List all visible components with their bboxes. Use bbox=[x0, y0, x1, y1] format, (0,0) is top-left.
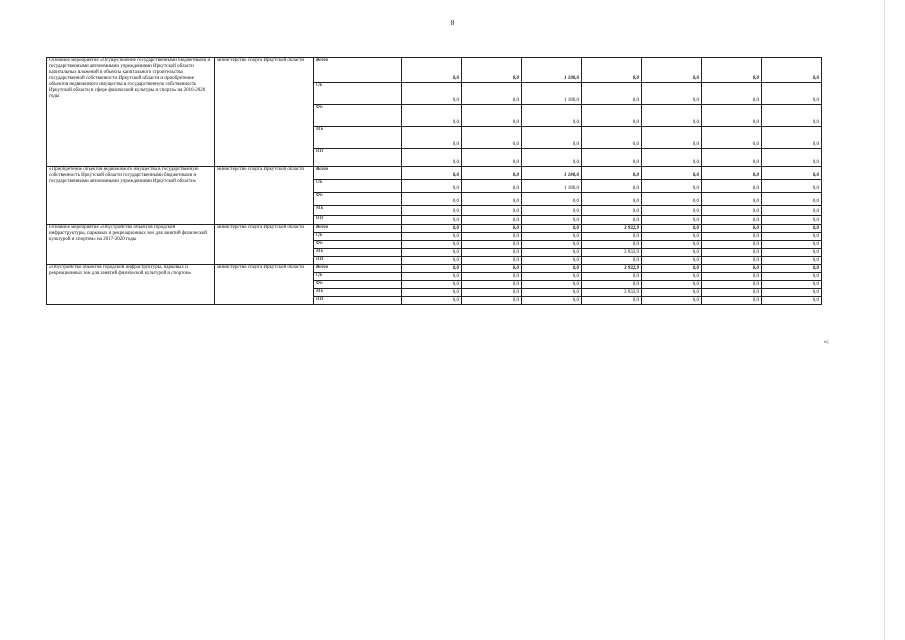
amount-cell: 0,0 bbox=[642, 167, 702, 180]
amount-cell: 0,0 bbox=[522, 105, 582, 127]
amount-cell: 0,0 bbox=[462, 281, 522, 289]
funding-source-label: Всего bbox=[314, 265, 402, 273]
amount-cell: 0,0 bbox=[702, 167, 762, 180]
amount-cell: 0,0 bbox=[522, 273, 582, 281]
amount-cell: 0,0 bbox=[642, 297, 702, 305]
amount-cell: 0,0 bbox=[762, 105, 822, 127]
amount-cell: 0,0 bbox=[582, 216, 642, 225]
amount-cell: 0,0 bbox=[762, 127, 822, 149]
amount-cell: 0,0 bbox=[582, 127, 642, 149]
amount-cell: 0,0 bbox=[762, 225, 822, 233]
amount-cell: 0,0 bbox=[462, 297, 522, 305]
amount-cell: 0,0 bbox=[402, 83, 462, 105]
amount-cell: 0,0 bbox=[762, 297, 822, 305]
amount-cell: 0,0 bbox=[522, 193, 582, 206]
amount-cell: 0,0 bbox=[522, 257, 582, 265]
amount-cell: 0,0 bbox=[702, 206, 762, 216]
amount-cell: 0,0 bbox=[462, 216, 522, 225]
funding-source-label: Всего bbox=[314, 58, 402, 83]
responsible-executor: министерство спорта Иркутской области bbox=[215, 167, 314, 225]
amount-cell: 0,0 bbox=[522, 127, 582, 149]
amount-cell: 0,0 bbox=[762, 289, 822, 297]
funding-source-label: Всего bbox=[314, 225, 402, 233]
amount-cell: 0,0 bbox=[462, 180, 522, 193]
scan-edge-line bbox=[884, 0, 885, 640]
amount-cell: 0,0 bbox=[582, 273, 642, 281]
amount-cell: 0,0 bbox=[402, 273, 462, 281]
amount-cell: 0,0 bbox=[762, 193, 822, 206]
responsible-executor: министерство спорта Иркутской области bbox=[215, 58, 314, 167]
amount-cell: 0,0 bbox=[762, 206, 822, 216]
amount-cell: 3 932,9 bbox=[582, 265, 642, 273]
amount-cell: 0,0 bbox=[762, 216, 822, 225]
amount-cell: 0,0 bbox=[762, 265, 822, 273]
amount-cell: 0,0 bbox=[522, 225, 582, 233]
table-row bbox=[47, 58, 822, 83]
table-row bbox=[47, 167, 822, 180]
amount-cell: 0,0 bbox=[462, 206, 522, 216]
measure-description: «Приобретение объектов недвижимого имущества в государственную собственность Иркутской области государственными бюджетными и государственными автономными учреждениями Иркутской области» bbox=[47, 167, 215, 225]
amount-cell: 0,0 bbox=[702, 257, 762, 265]
amount-cell: 0,0 bbox=[522, 289, 582, 297]
amount-cell: 0,0 bbox=[462, 105, 522, 127]
amount-cell: 0,0 bbox=[642, 83, 702, 105]
amount-cell: 0,0 bbox=[642, 193, 702, 206]
amount-cell: 0,0 bbox=[522, 233, 582, 241]
amount-cell: 0,0 bbox=[762, 180, 822, 193]
amount-cell: 0,0 bbox=[702, 149, 762, 167]
amount-cell: 0,0 bbox=[462, 273, 522, 281]
amount-cell: 0,0 bbox=[402, 167, 462, 180]
amount-cell: 0,0 bbox=[642, 233, 702, 241]
amount-cell: 0,0 bbox=[762, 58, 822, 83]
funding-source-label: ФБ bbox=[314, 105, 402, 127]
amount-cell: 0,0 bbox=[582, 206, 642, 216]
amount-cell: 0,0 bbox=[642, 105, 702, 127]
amount-cell: 0,0 bbox=[402, 289, 462, 297]
amount-cell: 0,0 bbox=[462, 58, 522, 83]
responsible-executor: министерство спорта Иркутской области bbox=[215, 265, 314, 305]
amount-cell: 0,0 bbox=[462, 127, 522, 149]
amount-cell: 0,0 bbox=[582, 281, 642, 289]
amount-cell: 0,0 bbox=[642, 180, 702, 193]
amount-cell: 0,0 bbox=[462, 149, 522, 167]
table-row bbox=[47, 265, 822, 273]
responsible-executor: министерство спорта Иркутской области bbox=[215, 225, 314, 265]
amount-cell: 0,0 bbox=[642, 265, 702, 273]
amount-cell: 0,0 bbox=[702, 180, 762, 193]
amount-cell: 0,0 bbox=[702, 127, 762, 149]
amount-cell: 0,0 bbox=[582, 167, 642, 180]
amount-cell: 0,0 bbox=[402, 105, 462, 127]
funding-source-label: Всего bbox=[314, 167, 402, 180]
amount-cell: 0,0 bbox=[582, 193, 642, 206]
amount-cell: 0,0 bbox=[582, 257, 642, 265]
amount-cell: 0,0 bbox=[762, 83, 822, 105]
funding-source-label: ОБ bbox=[314, 83, 402, 105]
amount-cell: 0,0 bbox=[702, 233, 762, 241]
amount-cell: 0,0 bbox=[522, 249, 582, 257]
funding-source-label: МБ bbox=[314, 289, 402, 297]
measure-description: Основное мероприятие «Осуществление государственными бюджетными и государственными автономными учреждениями Иркутской области капитальных вложений в объекты капитального строительства государственной собственности Иркутской области и приобретение объектов недвижимого имущества в государственную собственность Иркутской области в сфере физической культуры и спорта» на 2016-2020 годы bbox=[47, 58, 215, 167]
amount-cell: 0,0 bbox=[522, 281, 582, 289]
amount-cell: 0,0 bbox=[462, 193, 522, 206]
amount-cell: 0,0 bbox=[702, 225, 762, 233]
amount-cell: 0,0 bbox=[582, 83, 642, 105]
measure-description: «Обустройство объектов городской инфраструктуры, парковых и рекреационных зон для занятий физической культурой и спортом» bbox=[47, 265, 215, 305]
amount-cell: 0,0 bbox=[402, 193, 462, 206]
amount-cell: 0,0 bbox=[702, 297, 762, 305]
amount-cell: 0,0 bbox=[402, 149, 462, 167]
amount-cell: 0,0 bbox=[762, 149, 822, 167]
amount-cell: 0,0 bbox=[402, 233, 462, 241]
amount-cell: 0,0 bbox=[462, 225, 522, 233]
amount-cell: 0,0 bbox=[462, 249, 522, 257]
amount-cell: 0,0 bbox=[522, 297, 582, 305]
amount-cell: 0,0 bbox=[582, 297, 642, 305]
amount-cell: 0,0 bbox=[642, 241, 702, 249]
amount-cell: 0,0 bbox=[582, 241, 642, 249]
amount-cell: 0,0 bbox=[762, 241, 822, 249]
amount-cell: 0,0 bbox=[402, 249, 462, 257]
amount-cell: 0,0 bbox=[702, 241, 762, 249]
funding-source-label: ОБ bbox=[314, 180, 402, 193]
funding-source-label: МБ bbox=[314, 127, 402, 149]
amount-cell: 0,0 bbox=[702, 289, 762, 297]
amount-cell: 1 180,0 bbox=[522, 83, 582, 105]
amount-cell: 0,0 bbox=[522, 241, 582, 249]
amount-cell: 0,0 bbox=[582, 233, 642, 241]
measure-description: Основное мероприятие «Обустройство объектов городской инфраструктуры, парковых и рекреационных зон для занятий физической культурой и спортом» на 2017-2020 годы bbox=[47, 225, 215, 265]
funding-source-label: ФБ bbox=[314, 193, 402, 206]
funding-source-label: ФБ bbox=[314, 281, 402, 289]
funding-source-label: ОБ bbox=[314, 233, 402, 241]
amount-cell: 0,0 bbox=[402, 206, 462, 216]
amount-cell: 3 932,9 bbox=[582, 249, 642, 257]
budget-table bbox=[46, 57, 822, 305]
amount-cell: 0,0 bbox=[642, 257, 702, 265]
amount-cell: 0,0 bbox=[642, 249, 702, 257]
amount-cell: 0,0 bbox=[522, 265, 582, 273]
amount-cell: 0,0 bbox=[402, 281, 462, 289]
amount-cell: 0,0 bbox=[702, 281, 762, 289]
amount-cell: 0,0 bbox=[462, 265, 522, 273]
amount-cell: 0,0 bbox=[402, 297, 462, 305]
amount-cell: 1 180,0 bbox=[522, 58, 582, 83]
amount-cell: 0,0 bbox=[402, 257, 462, 265]
amount-cell: 3 932,9 bbox=[582, 225, 642, 233]
amount-cell: 0,0 bbox=[462, 233, 522, 241]
amount-cell: 3 932,9 bbox=[582, 289, 642, 297]
amount-cell: 0,0 bbox=[402, 241, 462, 249]
funding-source-label: МБ bbox=[314, 206, 402, 216]
amount-cell: 0,0 bbox=[522, 216, 582, 225]
amount-cell: 0,0 bbox=[582, 58, 642, 83]
amount-cell: 0,0 bbox=[642, 225, 702, 233]
amount-cell: 0,0 bbox=[402, 216, 462, 225]
amount-cell: 0,0 bbox=[402, 127, 462, 149]
amount-cell: 0,0 bbox=[642, 127, 702, 149]
amount-cell: 0,0 bbox=[702, 216, 762, 225]
funding-source-label: МБ bbox=[314, 249, 402, 257]
amount-cell: 0,0 bbox=[762, 273, 822, 281]
amount-cell: 0,0 bbox=[522, 149, 582, 167]
amount-cell: 0,0 bbox=[642, 206, 702, 216]
amount-cell: 0,0 bbox=[762, 281, 822, 289]
amount-cell: 0,0 bbox=[642, 281, 702, 289]
funding-source-label: ОБ bbox=[314, 273, 402, 281]
amount-cell: 0,0 bbox=[762, 257, 822, 265]
funding-source-label: ИИ bbox=[314, 257, 402, 265]
amount-cell: 0,0 bbox=[582, 149, 642, 167]
amount-cell: 0,0 bbox=[522, 206, 582, 216]
amount-cell: 0,0 bbox=[702, 58, 762, 83]
amount-cell: 0,0 bbox=[642, 216, 702, 225]
amount-cell: 0,0 bbox=[642, 273, 702, 281]
amount-cell: 0,0 bbox=[702, 265, 762, 273]
amount-cell: 0,0 bbox=[462, 83, 522, 105]
amount-cell: 0,0 bbox=[762, 167, 822, 180]
amount-cell: 0,0 bbox=[582, 180, 642, 193]
amount-cell: 0,0 bbox=[582, 105, 642, 127]
amount-cell: 0,0 bbox=[702, 273, 762, 281]
amount-cell: 0,0 bbox=[462, 167, 522, 180]
row-end-mark: »; bbox=[824, 339, 829, 345]
amount-cell: 0,0 bbox=[402, 58, 462, 83]
amount-cell: 0,0 bbox=[462, 241, 522, 249]
amount-cell: 0,0 bbox=[462, 257, 522, 265]
amount-cell: 0,0 bbox=[642, 149, 702, 167]
funding-source-label: ФБ bbox=[314, 241, 402, 249]
amount-cell: 1 180,0 bbox=[522, 167, 582, 180]
amount-cell: 0,0 bbox=[642, 58, 702, 83]
amount-cell: 0,0 bbox=[762, 233, 822, 241]
funding-source-label: ИИ bbox=[314, 216, 402, 225]
amount-cell: 0,0 bbox=[702, 249, 762, 257]
amount-cell: 0,0 bbox=[402, 225, 462, 233]
amount-cell: 0,0 bbox=[702, 105, 762, 127]
funding-source-label: ИИ bbox=[314, 149, 402, 167]
page-number: 8 bbox=[450, 19, 455, 27]
amount-cell: 0,0 bbox=[642, 289, 702, 297]
amount-cell: 0,0 bbox=[702, 193, 762, 206]
amount-cell: 0,0 bbox=[462, 289, 522, 297]
amount-cell: 0,0 bbox=[762, 249, 822, 257]
amount-cell: 0,0 bbox=[402, 265, 462, 273]
table-row bbox=[47, 225, 822, 233]
amount-cell: 1 180,0 bbox=[522, 180, 582, 193]
amount-cell: 0,0 bbox=[702, 83, 762, 105]
funding-source-label: ИИ bbox=[314, 297, 402, 305]
amount-cell: 0,0 bbox=[402, 180, 462, 193]
